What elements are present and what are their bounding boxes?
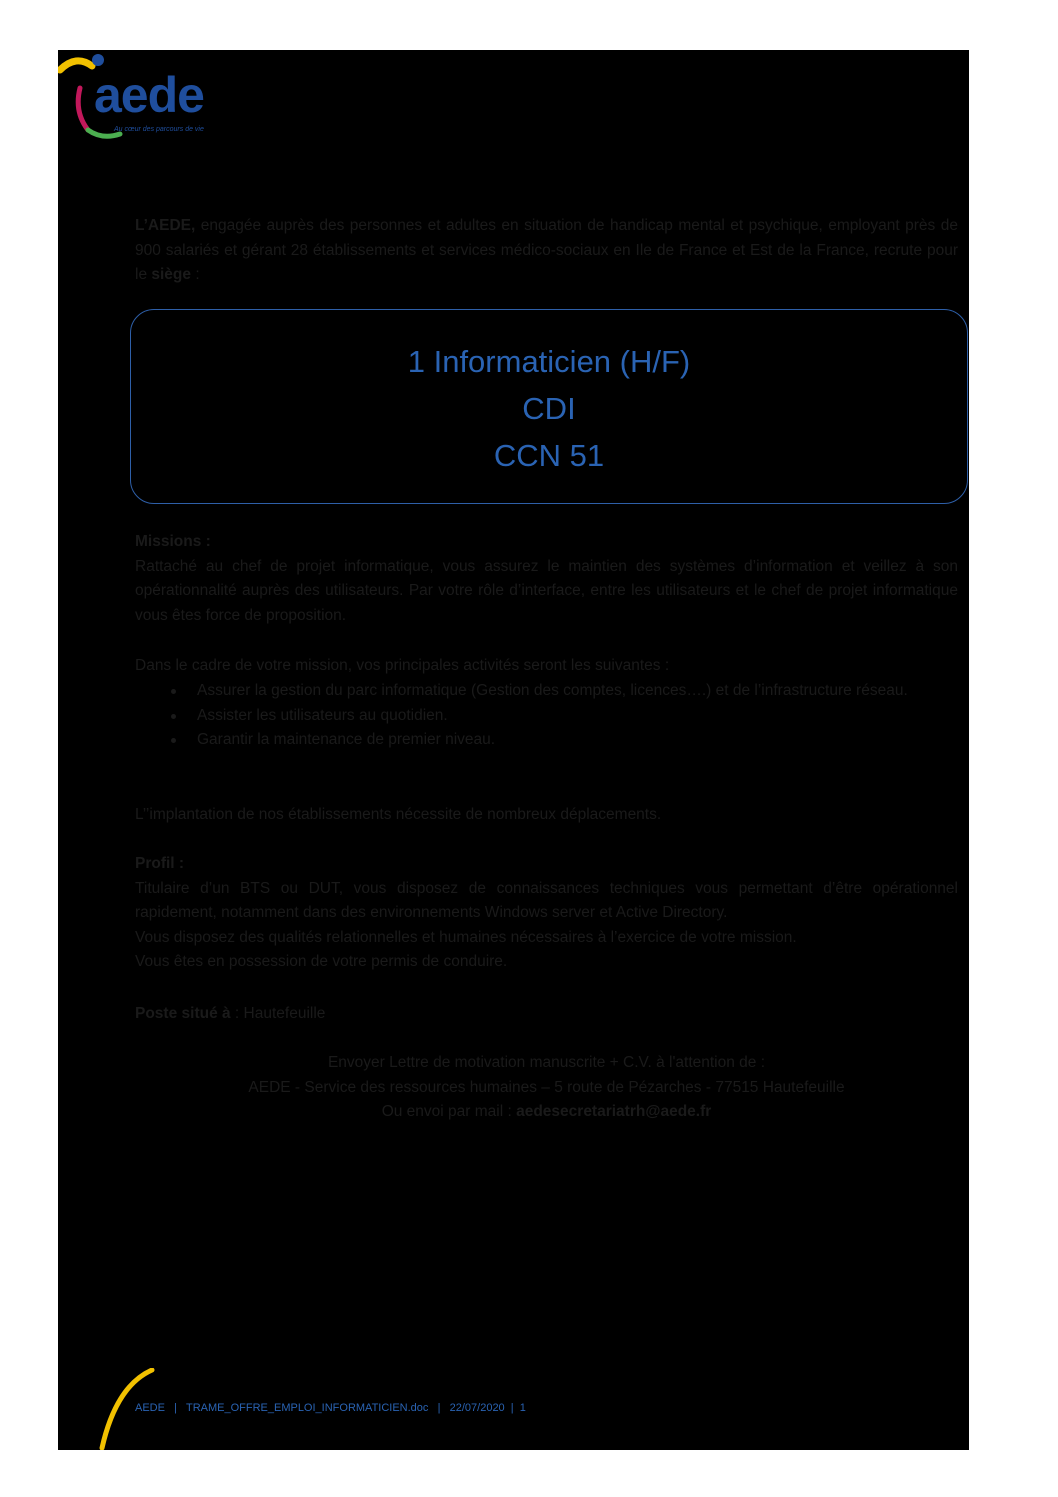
activities-list	[135, 679, 958, 753]
job-title-box	[130, 309, 968, 504]
document-page	[58, 50, 969, 1450]
contact-address: AEDE - Service des ressources humaines – 5 route de Pézarches - 77515 Hautefeuille	[248, 1078, 845, 1096]
list-item: Assurer la gestion du parc informatique (Gestion des comptes, licences….) et de l’infrastructure réseau.	[135, 679, 958, 704]
profil-section	[135, 852, 958, 975]
job-title: 1 Informaticien (H/F)	[407, 344, 691, 379]
list-item: Assister les utilisateurs au quotidien.	[135, 704, 958, 729]
intro-site: siège	[151, 266, 192, 284]
footer-org: AEDE	[135, 1402, 165, 1414]
contact-line: Envoyer Lettre de motivation manuscrite + C.V. à l'attention de :	[327, 1054, 766, 1071]
page-footer: AEDE | TRAME_OFFRE_EMPLOI_INFORMATICIEN.doc | 22/07/2020 | 1	[135, 1402, 526, 1414]
footer-filename: TRAME_OFFRE_EMPLOI_INFORMATICIEN.doc	[185, 1402, 429, 1414]
list-item: Garantir la maintenance de premier niveau.	[135, 728, 958, 753]
contact-email-line: Ou envoi par mail : aedesecretariatrh@aede.fr	[381, 1103, 712, 1121]
contact-block	[135, 1051, 958, 1125]
footer-date: 22/07/2020	[449, 1402, 505, 1414]
poste-label: Poste situé à	[135, 1005, 231, 1022]
missions-text: Rattaché au chef de projet informatique, vous assurez le maintien des systèmes d’information et veillez à son opérationnalité auprès des utilisateurs. Par votre rôle d’interface, entre les utilisateurs et le chef de projet informatique vous êtes force de proposition.	[135, 557, 958, 624]
intro-text: engagée auprès des personnes et adultes en situation de handicap mental et psychique, employant près de 900 salariés et gérant 28 établissements et services médico-sociaux en Ile de France et Est de la France, recrute pour le	[135, 217, 958, 284]
aede-logo	[58, 50, 258, 140]
logo-wordmark: aede	[94, 67, 204, 123]
footer-page-number: 1	[519, 1402, 526, 1414]
profil-line: Vous êtes en possession de votre permis de conduire.	[135, 953, 508, 971]
poste-value: : Hautefeuille	[230, 1005, 326, 1022]
bullet-icon	[171, 689, 176, 694]
implantation-text: L’’implantation de nos établissements nécessite de nombreux déplacements.	[135, 806, 662, 823]
convention: CCN 51	[493, 438, 605, 473]
profil-line: Titulaire d’un BTS ou DUT, vous disposez de connaissances techniques vous permettant d’être opérationnel rapidement, notamment dans des environnements Windows server et Active Directory.	[135, 879, 958, 922]
intro-text-end: :	[191, 266, 200, 284]
missions-section	[135, 530, 958, 628]
activities-intro: Dans le cadre de votre mission, vos principales activités seront les suivantes :	[135, 657, 670, 674]
missions-heading: Missions :	[135, 533, 211, 550]
bullet-icon	[171, 714, 176, 719]
contract-type: CDI	[522, 391, 576, 426]
contact-email-link[interactable]: aedesecretariatrh@aede.fr	[516, 1103, 712, 1121]
intro-org: L’AEDE,	[135, 217, 196, 234]
intro-paragraph	[135, 214, 958, 288]
logo-tagline: Au cœur des parcours de vie	[114, 126, 204, 133]
bullet-icon	[171, 738, 176, 743]
poste-location	[135, 1002, 958, 1027]
profil-line: Vous disposez des qualités relationnelles et humaines nécessaires à l’exercice de votre mission.	[135, 928, 797, 946]
profil-heading: Profil :	[135, 855, 185, 872]
